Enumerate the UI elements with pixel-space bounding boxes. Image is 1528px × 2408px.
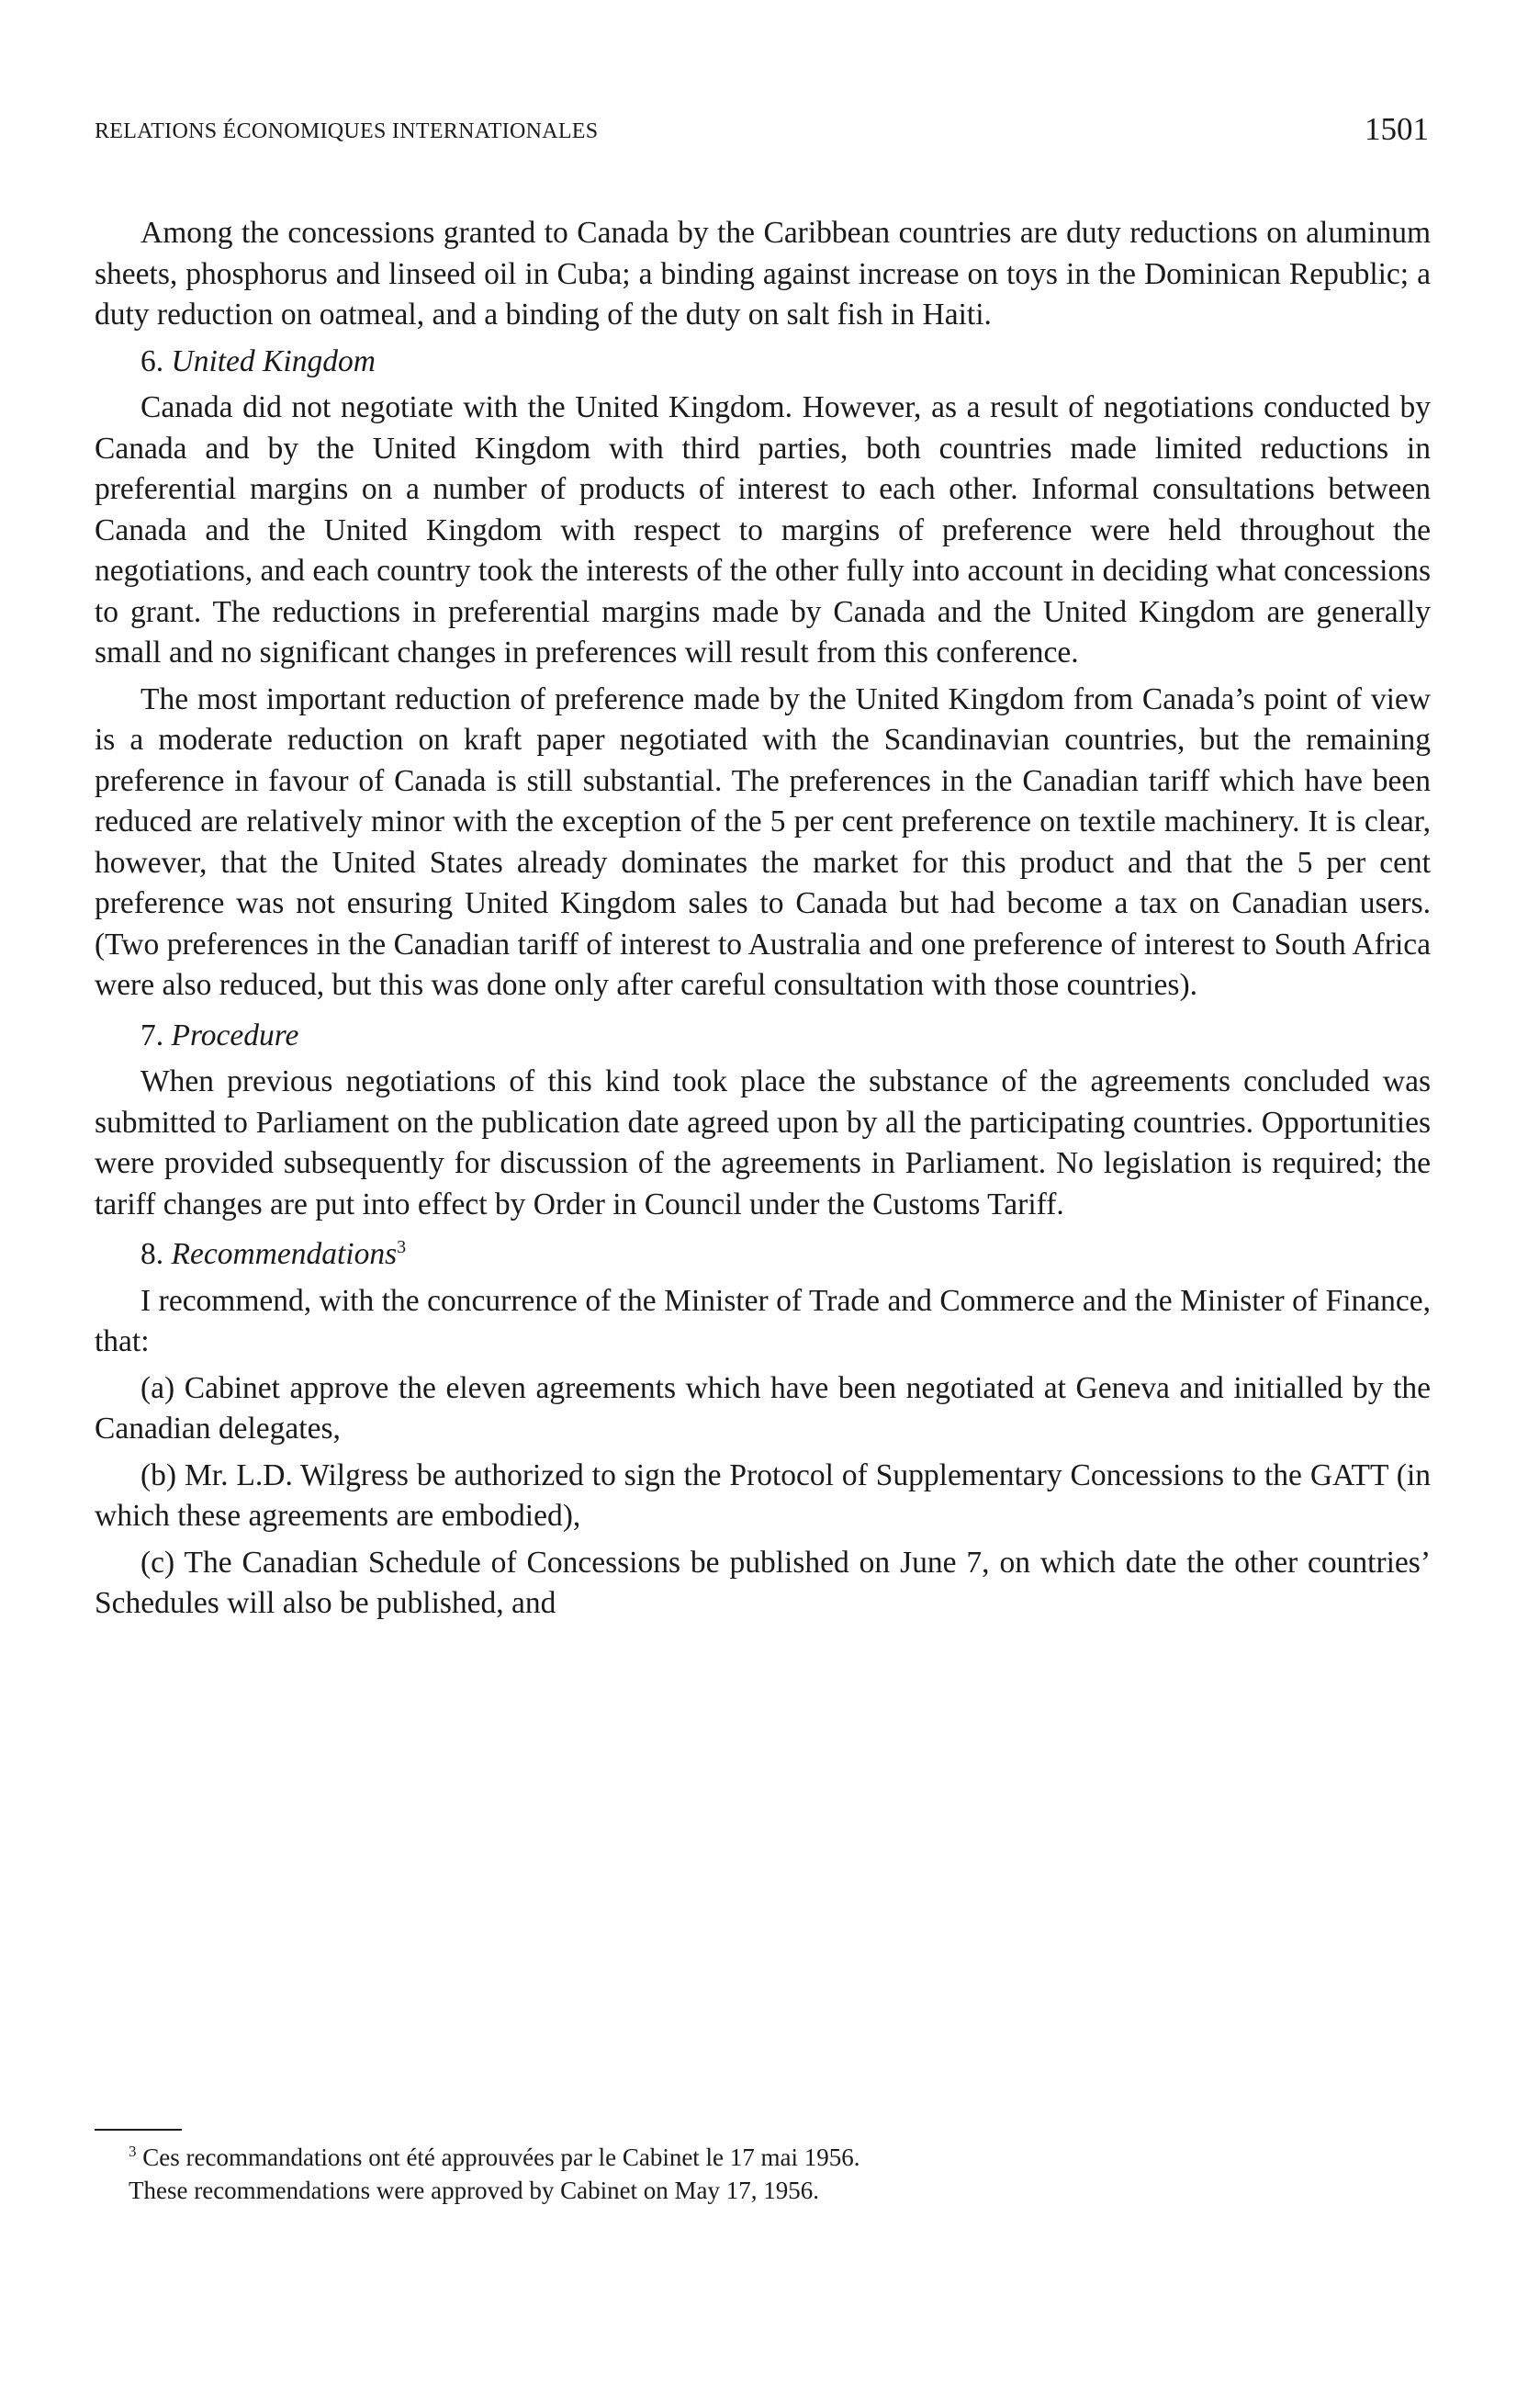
- section-title: Recommendations: [171, 1237, 398, 1271]
- paragraph-preference-reduction: The most important reduction of preference made by the United Kingdom from Canada’s point of view is a moderate reduction on kraft paper negotiated with the Scandinavian countries, but the remaining preference in favour of Canada is still substantial. The preferences in the Canadian tariff which have been reduced are relatively minor with the exception of the 5 per cent preference on textile machinery. It is clear, however, that the United States already dominates the market for this product and that the 5 per cent preference was not ensuring United Kingdom sales to Canada but had become a tax on Canadian users. (Two preferences in the Canadian tariff of interest to Australia and one preference of interest to South Africa were also reduced, but this was done only after careful consultation with those countries).: [95, 681, 1431, 1002]
- paragraph-uk-negotiations: Canada did not negotiate with the United Kingdom. However, as a result of negotiations conducted by Canada and by the United Kingdom with third parties, both countries made limited reductions in preferential margins on a number of products of interest to each other. Informal consultations between Canada and the United Kingdom with respect to margins of preference were held throughout the negotiations, and each country took the interests of the other fully into account in deciding what concessions to grant. The reductions in preferential margins made by Canada and the United Kingdom are generally small and no significant changes in preferences will result from this conference.: [95, 390, 1431, 670]
- footnotes: [129, 2141, 1139, 2207]
- running-head: RELATIONS ÉCONOMIQUES INTERNATIONALES: [95, 119, 599, 143]
- footnote-english-text: These recommendations were approved by Cabinet on May 17, 1956.: [129, 2177, 820, 2204]
- section-number: 7.: [140, 1018, 164, 1052]
- section-title: Procedure: [171, 1018, 299, 1052]
- page-number: 1501: [1365, 111, 1429, 147]
- paragraph-recommendation-intro: I recommend, with the concurrence of the Minister of Trade and Commerce and the Minister of Finance, that:: [95, 1283, 1431, 1358]
- recommendation-item-b: (b) Mr. L.D. Wilgress be authorized to sign the Protocol of Supplementary Concessions to the GATT (in which these agreements are embodied),: [95, 1457, 1431, 1533]
- section-title: United Kingdom: [171, 343, 376, 378]
- section-heading-recommendations: [95, 1234, 1431, 1276]
- section-number: 6.: [140, 343, 164, 378]
- recommendation-item-c: (c) The Canadian Schedule of Concessions be published on June 7, on which date the other countries’ Schedules will also be published, and: [95, 1545, 1431, 1620]
- body-text: [95, 213, 1431, 1625]
- section-heading-united-kingdom: [95, 342, 1431, 383]
- footnote-marker: 3: [129, 2143, 137, 2160]
- footnote-french: [129, 2141, 1139, 2174]
- section-heading-procedure: [95, 1016, 1431, 1057]
- footnote-divider: [95, 2129, 182, 2131]
- footnote-reference: 3: [397, 1236, 407, 1257]
- paragraph-procedure: When previous negotiations of this kind took place the substance of the agreements concluded was submitted to Parliament on the publication date agreed upon by all the participating countries. Opportunities were provided subsequently for discussion of the agreements in Parliament. No legislation is required; the tariff changes are put into effect by Order in Council under the Customs Tariff.: [95, 1064, 1431, 1221]
- section-number: 8.: [140, 1237, 164, 1271]
- footnote-french-text: Ces recommandations ont été approuvées par le Cabinet le 17 mai 1956.: [142, 2144, 860, 2171]
- recommendation-item-a: (a) Cabinet approve the eleven agreements which have been negotiated at Geneva and initialled by the Canadian delegates,: [95, 1370, 1431, 1446]
- paragraph-caribbean-concessions: Among the concessions granted to Canada by the Caribbean countries are duty reductions on aluminum sheets, phosphorus and linseed oil in Cuba; a binding against increase on toys in the Dominican Republic; a duty reduction on oatmeal, and a binding of the duty on salt fish in Haiti.: [95, 216, 1431, 332]
